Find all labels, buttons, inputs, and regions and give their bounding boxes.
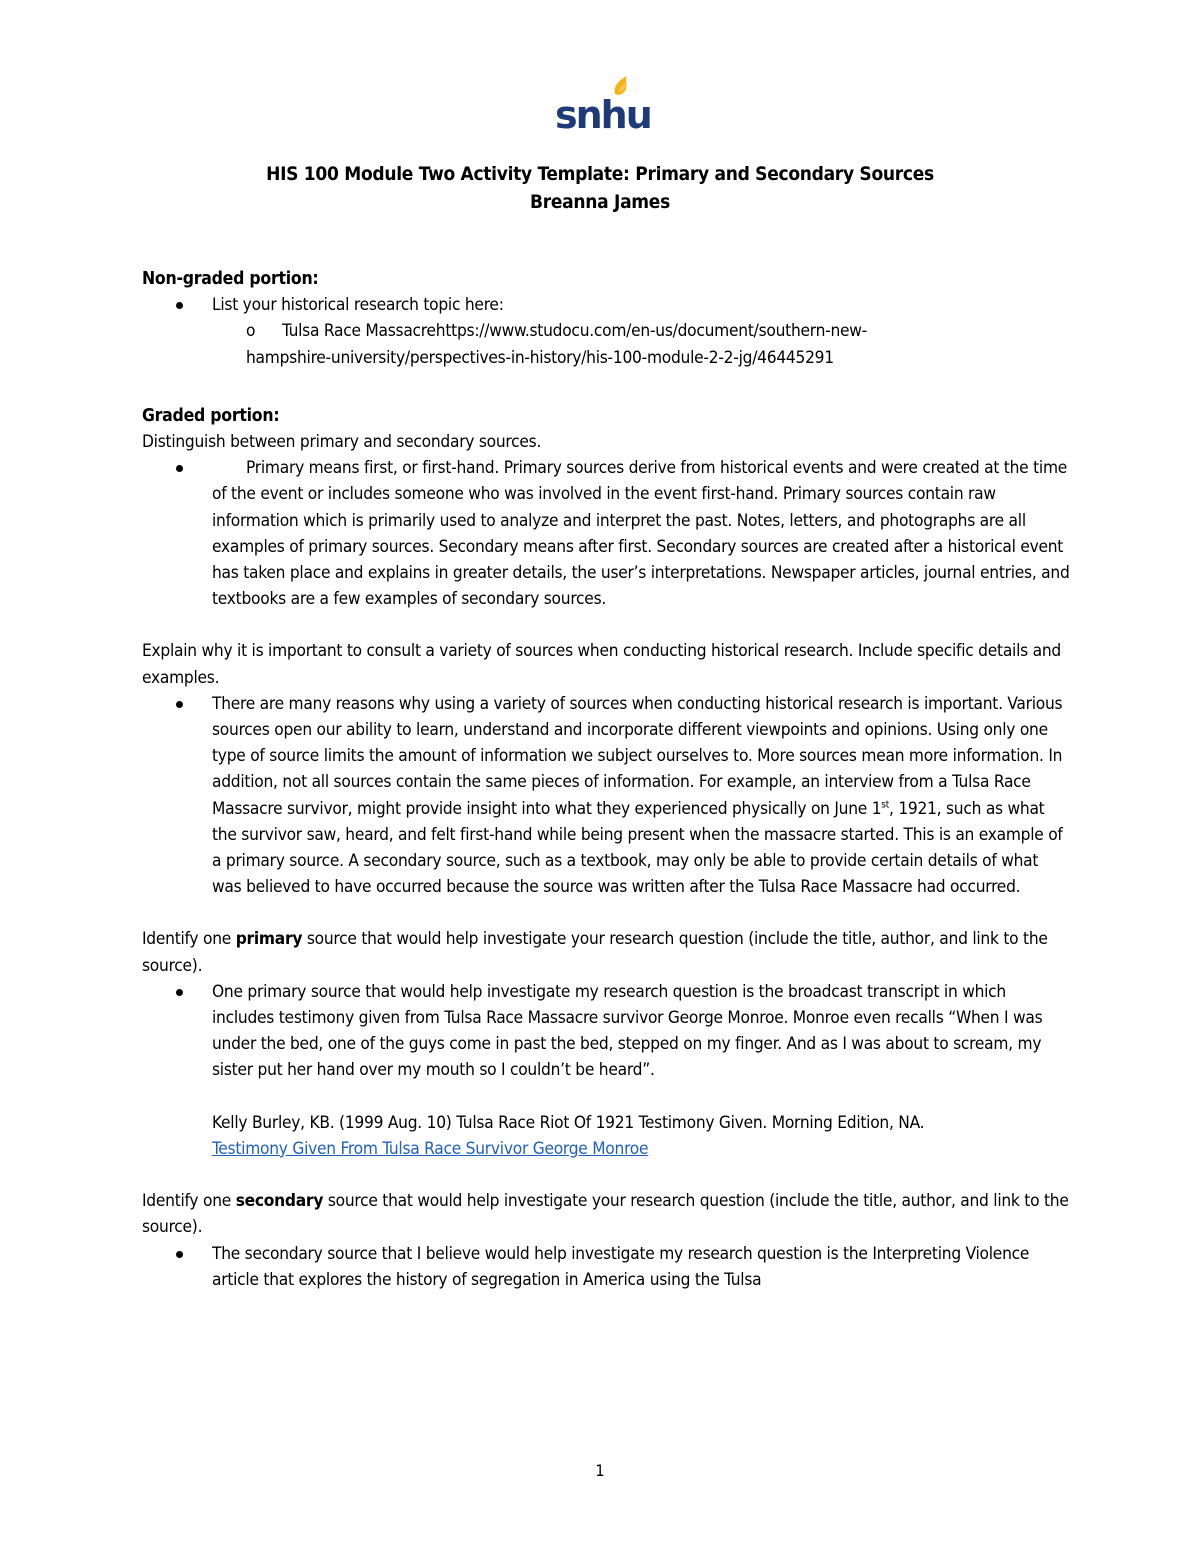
- list-item: [142, 292, 1072, 318]
- snhu-logo-graphic: [553, 72, 651, 137]
- snhu-logo-text: snhu: [555, 93, 651, 137]
- sub-bullet-icon: o: [246, 321, 256, 342]
- answer-2-superscript: st: [881, 798, 890, 810]
- document-title-block: [0, 160, 1200, 216]
- question-1: Distinguish between primary and secondary sources.: [142, 432, 542, 453]
- answer-4: The secondary source that I believe would help investigate my research question is the Interpreting Violence article that explores the history of segregation in America using the Tulsa: [212, 1243, 1030, 1290]
- question-4-bold: secondary: [235, 1191, 324, 1212]
- question-3-pre: Identify one: [142, 929, 236, 950]
- list-item: [142, 1241, 1072, 1293]
- question-3-post: source that would help investigate your research question (include the title, author, and link to the source).: [142, 929, 1048, 976]
- topic-line-1: Tulsa Race Massacrehttps://www.studocu.com/en-us/document/southern-new-: [282, 321, 868, 342]
- answer-3: One primary source that would help investigate my research question is the broadcast transcript in which includes testimony given from Tulsa Race Massacre survivor George Monroe. Monroe even recalls “When I was under the bed, one of the guys come in past the bed, stepped on my finger. And as I was about to scream, my sister put her hand over my mouth so I couldn’t be heard”.: [212, 981, 1043, 1081]
- question-4-pre: Identify one: [142, 1191, 236, 1212]
- graded-heading: Graded portion:: [142, 405, 280, 426]
- answer-3-citation: Kelly Burley, KB. (1999 Aug. 10) Tulsa Race Riot Of 1921 Testimony Given. Morning Edition, NA.: [212, 1112, 925, 1133]
- question-4: [142, 1188, 1072, 1240]
- answer-2: [212, 691, 1072, 901]
- question-2: Explain why it is important to consult a variety of sources when conducting historical research. Include specific details and examples.: [142, 641, 1061, 688]
- non-graded-heading: Non-graded portion:: [142, 269, 319, 289]
- list-item: [142, 691, 1072, 901]
- document-title: HIS 100 Module Two Activity Template: Primary and Secondary Sources: [266, 163, 934, 185]
- bullet-icon: [176, 1251, 183, 1258]
- document-body: [142, 266, 1072, 1293]
- list-item: [142, 455, 1072, 612]
- question-3-bold: primary: [235, 929, 303, 950]
- question-4-post: source that would help investigate your research question (include the title, author, and link to the source).: [142, 1191, 1069, 1238]
- question-3: [142, 926, 1072, 978]
- topic-line-2: hampshire-university/perspectives-in-history/his-100-module-2-2-jg/46445291: [246, 347, 834, 368]
- sub-list-item: [142, 318, 1072, 370]
- bullet-icon: [176, 465, 183, 472]
- non-graded-bullet-text: List your historical research topic here:: [212, 295, 504, 316]
- bullet-icon: [176, 302, 183, 309]
- answer-2-part-2: , 1921, such as what the survivor saw, heard, and felt first-hand while being present when the massacre started. This is an example of a primary source. A secondary source, such as a textbook, may only be able to provide certain details of what was believed to have occurred because the source was written after the Tulsa Race Massacre had occurred.: [212, 798, 1063, 898]
- bullet-icon: [176, 701, 183, 708]
- page-number: 1: [595, 1461, 605, 1480]
- document-author: Breanna James: [530, 191, 670, 213]
- snhu-logo: [553, 72, 651, 137]
- bullet-icon: [176, 989, 183, 996]
- source-link[interactable]: Testimony Given From Tulsa Race Survivor George Monroe: [212, 1138, 649, 1159]
- answer-2-part-1: There are many reasons why using a variety of sources when conducting historical research is important. Various sources open our ability to learn, understand and incorporate different viewpoints and opinions. Using only one type of source limits the amount of information we subject ourselves to. More sources mean more information. In addition, not all sources contain the same pieces of information. For example, an interview from a Tulsa Race Massacre survivor, might provide insight into what they experienced physically on June 1: [212, 693, 1063, 819]
- list-item: [142, 979, 1072, 1162]
- answer-1: Primary means first, or first-hand. Primary sources derive from historical events and were created at the time of the event or includes someone who was involved in the event first-hand. Primary sources contain raw information which is primarily used to analyze and interpret the past. Notes, letters, and photographs are all examples of primary sources. Secondary means after first. Secondary sources are created after a historical event has taken place and explains in greater details, the user’s interpretations. Newspaper articles, journal entries, and textbooks are a few examples of secondary sources.: [212, 458, 1070, 610]
